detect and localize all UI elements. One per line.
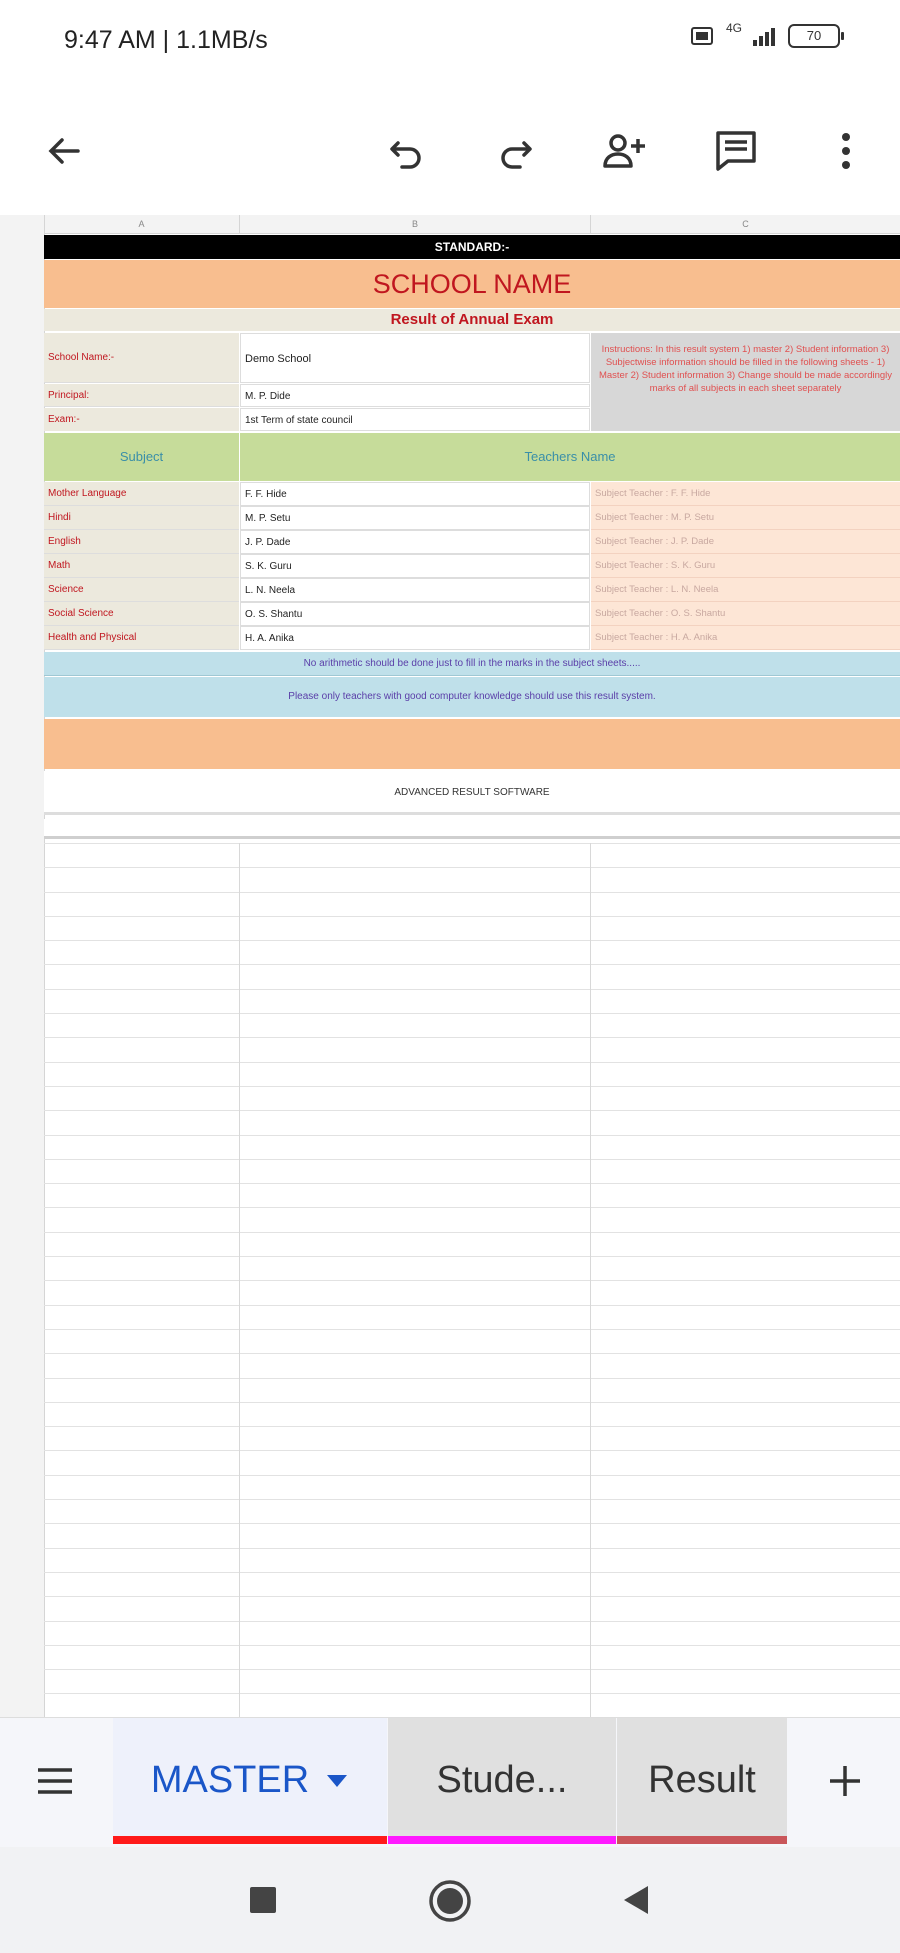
grid-row-line xyxy=(44,1037,900,1038)
grid-row-line xyxy=(44,1621,900,1622)
grid-row-line xyxy=(44,867,900,868)
school-name-label-text: School Name:- xyxy=(48,352,115,363)
principal-value-text: M. P. Dide xyxy=(245,391,291,402)
tab-student-indicator xyxy=(388,1836,616,1844)
grid-row-line xyxy=(44,843,900,844)
teacher-cell[interactable] xyxy=(240,482,590,506)
result-title: Result of Annual Exam xyxy=(390,311,554,328)
grid-row-line xyxy=(44,1086,900,1087)
teacher-cell[interactable] xyxy=(240,602,590,626)
subject-name: Science xyxy=(48,584,84,595)
separator-row[interactable] xyxy=(44,819,900,839)
subject-teacher-note[interactable] xyxy=(591,626,900,650)
grid-row-line xyxy=(44,1669,900,1670)
instructions-cell[interactable] xyxy=(591,333,900,431)
subject-teacher-note-text: Subject Teacher : H. A. Anika xyxy=(595,632,718,643)
undo-icon[interactable] xyxy=(380,125,432,177)
result-title-row[interactable] xyxy=(44,309,900,331)
grid-row-line xyxy=(44,1135,900,1136)
exam-label-text: Exam:- xyxy=(48,414,80,425)
grid-row-line xyxy=(44,1499,900,1500)
row-headers[interactable] xyxy=(0,233,45,1717)
subject-teacher-note[interactable] xyxy=(591,554,900,578)
corner-cell[interactable] xyxy=(0,215,45,233)
principal-label[interactable] xyxy=(44,384,239,407)
teacher-name: M. P. Setu xyxy=(245,513,291,524)
grid-row-line xyxy=(44,1183,900,1184)
sheet-tab-bar xyxy=(0,1717,900,1848)
subject-name: Social Science xyxy=(48,608,114,619)
grid-row-line xyxy=(44,1232,900,1233)
exam-label[interactable] xyxy=(44,408,239,431)
subject-teacher-note[interactable] xyxy=(591,530,900,554)
grid-row-line xyxy=(44,1572,900,1573)
subject-name: English xyxy=(48,536,81,547)
grid-row-line xyxy=(44,1305,900,1306)
subject-name: Health and Physical xyxy=(48,632,137,643)
teacher-name: L. N. Neela xyxy=(245,585,296,596)
grid-row-line xyxy=(44,1062,900,1063)
add-sheet-button[interactable] xyxy=(800,1718,890,1843)
principal-label-text: Principal: xyxy=(48,390,90,401)
teacher-header[interactable] xyxy=(240,433,900,481)
network-icon: 4G xyxy=(725,21,742,35)
column-header-c[interactable]: C xyxy=(742,219,749,229)
note-teachers[interactable] xyxy=(44,677,900,717)
battery-icon: 70 xyxy=(788,24,840,48)
back-arrow-icon[interactable] xyxy=(38,125,90,177)
tab-master-label: MASTER xyxy=(150,1759,310,1801)
school-name-label[interactable] xyxy=(44,333,239,383)
back-triangle-icon xyxy=(620,1883,652,1917)
status-time: 9:47 AM | 1.1MB/s xyxy=(64,26,268,54)
add-person-icon[interactable] xyxy=(598,125,650,177)
subject-name: Mother Language xyxy=(48,488,127,499)
grid-row-line xyxy=(44,1450,900,1451)
subject-cell[interactable] xyxy=(44,626,239,650)
subject-teacher-note-text: Subject Teacher : M. P. Setu xyxy=(595,512,714,523)
teacher-cell[interactable] xyxy=(240,626,590,650)
grid-row-line xyxy=(44,940,900,941)
teacher-name: H. A. Anika xyxy=(245,633,294,644)
grid-row-line xyxy=(44,1426,900,1427)
more-vertical-icon[interactable] xyxy=(820,125,872,177)
teacher-name: S. K. Guru xyxy=(245,561,292,572)
grid-row-line xyxy=(44,1110,900,1111)
school-name-value[interactable] xyxy=(240,333,590,383)
grid-row-line xyxy=(44,1159,900,1160)
tab-result-label: Result xyxy=(648,1759,756,1801)
grid-row-line xyxy=(44,916,900,917)
subject-cell[interactable] xyxy=(44,602,239,626)
exam-value-text: 1st Term of state council xyxy=(245,415,353,426)
home-circle-icon xyxy=(428,1879,472,1923)
grid-row-line xyxy=(44,1329,900,1330)
subject-cell[interactable] xyxy=(44,530,239,554)
school-title: SCHOOL NAME xyxy=(372,269,572,299)
tab-master-indicator xyxy=(113,1836,387,1844)
grid-row-line xyxy=(44,1378,900,1379)
teacher-cell[interactable] xyxy=(240,554,590,578)
subject-teacher-note-text: Subject Teacher : S. K. Guru xyxy=(595,560,716,571)
grid-row-line xyxy=(44,1523,900,1524)
recent-apps-button[interactable] xyxy=(250,1887,276,1913)
status-bar xyxy=(0,0,900,85)
tab-result-indicator xyxy=(617,1836,787,1844)
note-arithmetic[interactable] xyxy=(44,652,900,676)
sim-icon xyxy=(690,25,716,47)
exam-value[interactable] xyxy=(240,408,590,431)
subject-header[interactable] xyxy=(44,433,239,481)
tab-student[interactable] xyxy=(388,1718,616,1843)
teacher-cell[interactable] xyxy=(240,578,590,602)
subject-cell[interactable] xyxy=(44,506,239,530)
subject-teacher-note-text: Subject Teacher : L. N. Neela xyxy=(595,584,719,595)
tab-student-label: Stude... xyxy=(436,1759,568,1801)
subject-teacher-note[interactable] xyxy=(591,482,900,506)
subject-cell[interactable] xyxy=(44,482,239,506)
note-teachers-text: Please only teachers with good computer knowledge should use this result system. xyxy=(288,691,656,702)
grid-column-line xyxy=(239,843,240,1717)
teacher-name: J. P. Dade xyxy=(245,537,291,548)
instructions-text: Instructions: In this result system 1) master 2) Student information 3) Subjectwise information should be filled in the following sheets - 1) Master 2) Student information 3) Change should be made accordingly marks of all subjects in each sheet separately xyxy=(598,344,893,394)
subject-name: Hindi xyxy=(48,512,71,523)
grid-row-line xyxy=(44,892,900,893)
teacher-name: F. F. Hide xyxy=(245,489,287,500)
subject-cell[interactable] xyxy=(44,554,239,578)
tab-master[interactable] xyxy=(113,1718,387,1843)
grid-row-line xyxy=(44,1353,900,1354)
comment-icon[interactable] xyxy=(710,125,762,177)
dropdown-arrow-icon[interactable] xyxy=(325,1773,349,1789)
standard-bar[interactable] xyxy=(44,235,900,259)
subject-teacher-note-text: Subject Teacher : J. P. Dade xyxy=(595,536,715,547)
principal-value[interactable] xyxy=(240,384,590,407)
subject-teacher-note-text: Subject Teacher : O. S. Shantu xyxy=(595,608,726,619)
grid-row-line xyxy=(44,1402,900,1403)
orange-band[interactable] xyxy=(44,719,900,769)
subject-teacher-note[interactable] xyxy=(591,506,900,530)
column-header-a[interactable]: A xyxy=(44,215,240,233)
home-button[interactable] xyxy=(428,1879,472,1923)
footer-software-cell[interactable] xyxy=(44,771,900,815)
grid-row-line xyxy=(44,1280,900,1281)
subject-name: Math xyxy=(48,560,71,571)
grid-row-line xyxy=(44,1475,900,1476)
subject-cell[interactable] xyxy=(44,578,239,602)
note-arithmetic-text: No arithmetic should be done just to fill in the marks in the subject sheets..... xyxy=(303,658,641,669)
signal-icon xyxy=(752,25,778,47)
subject-teacher-note-text: Subject Teacher : F. F. Hide xyxy=(595,488,711,499)
grid-row-line xyxy=(44,964,900,965)
teacher-cell[interactable] xyxy=(240,506,590,530)
subject-teacher-note[interactable] xyxy=(591,578,900,602)
teacher-cell[interactable] xyxy=(240,530,590,554)
standard-label: STANDARD:- xyxy=(434,240,510,254)
grid-row-line xyxy=(44,989,900,990)
toolbar xyxy=(0,85,900,215)
grid-row-line xyxy=(44,1693,900,1694)
system-nav-bar xyxy=(0,1847,900,1953)
grid-column-line xyxy=(590,843,591,1717)
back-button[interactable] xyxy=(620,1883,652,1917)
redo-icon[interactable] xyxy=(490,125,542,177)
status-icons xyxy=(690,21,840,48)
grid-row-line xyxy=(44,1596,900,1597)
grid-row-line xyxy=(44,1013,900,1014)
grid-row-line xyxy=(44,1645,900,1646)
column-headers xyxy=(0,215,900,234)
footer-software-text: ADVANCED RESULT SOFTWARE xyxy=(394,787,550,798)
spreadsheet-grid[interactable] xyxy=(0,215,900,1717)
teacher-name: O. S. Shantu xyxy=(245,609,303,620)
subject-header-text: Subject xyxy=(119,449,164,464)
school-name-value-text: Demo School xyxy=(245,353,312,365)
column-header-b[interactable]: B xyxy=(240,215,591,233)
teacher-header-text: Teachers Name xyxy=(524,449,616,464)
school-name-banner[interactable] xyxy=(44,260,900,308)
sheets-menu-icon[interactable] xyxy=(20,1718,90,1843)
tab-result[interactable] xyxy=(617,1718,787,1843)
plus-icon xyxy=(827,1763,863,1799)
grid-row-line xyxy=(44,1548,900,1549)
grid-row-line xyxy=(44,1256,900,1257)
subject-teacher-note[interactable] xyxy=(591,602,900,626)
grid-row-line xyxy=(44,1207,900,1208)
